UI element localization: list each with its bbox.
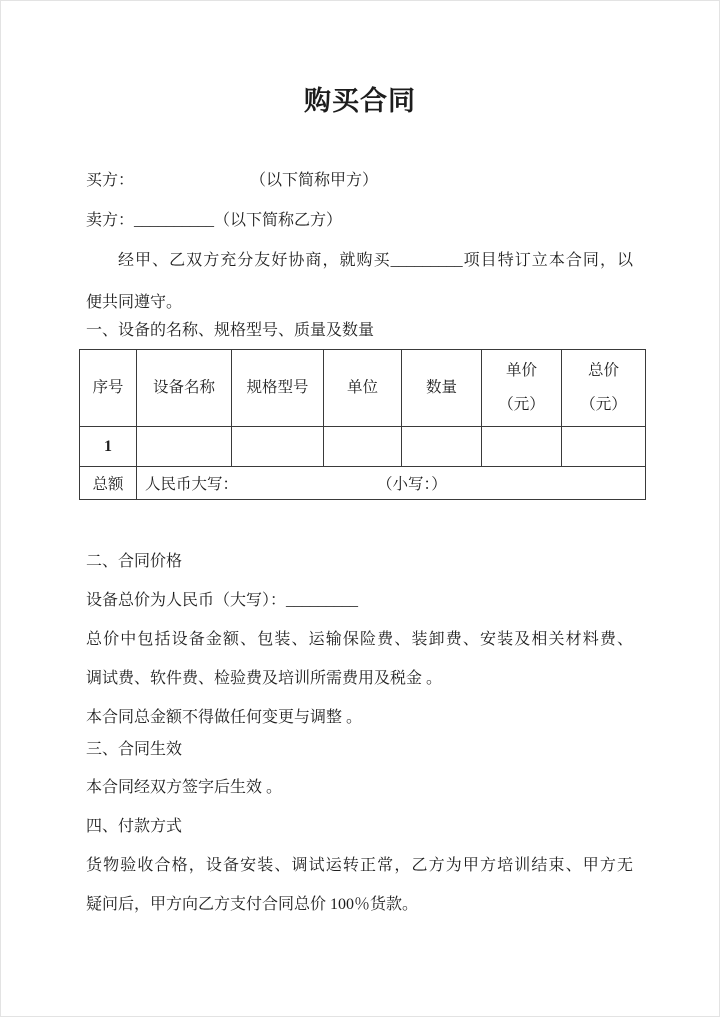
total-price-line: 设备总价为人民币（大写）：_________ xyxy=(86,592,359,609)
buyer-note: （以下简称甲方） xyxy=(250,172,379,189)
payment-line-2: 疑问后，甲方向乙方支付合同总价 100％货款。 xyxy=(86,896,419,913)
amount-in-figures-label: （小写：） xyxy=(377,476,447,493)
table-header-seq: 序号 xyxy=(80,350,137,427)
table-header-unit: 单位 xyxy=(324,350,402,427)
seller-note: （以下简称乙方） xyxy=(214,212,343,229)
amount-in-words-label: 人民币大写： xyxy=(145,476,239,493)
section4-heading: 四、付款方式 xyxy=(86,818,183,835)
table-header-spec-model: 规格型号 xyxy=(232,350,324,427)
table-header-unit-price: 单价 （元） xyxy=(482,350,562,427)
table-header-total-price: 总价 （元） xyxy=(562,350,646,427)
cell-unit-price xyxy=(482,427,562,467)
preamble-line-2: 便共同遵守。 xyxy=(86,294,183,311)
buyer-label: 买方： xyxy=(86,172,135,189)
section3-heading: 三、合同生效 xyxy=(86,741,183,758)
total-row-label: 总额 xyxy=(80,467,137,500)
equipment-table xyxy=(79,349,646,500)
cell-unit xyxy=(324,427,402,467)
table-total-row xyxy=(80,467,646,500)
table-header-quantity: 数量 xyxy=(402,350,482,427)
table-header-device-name: 设备名称 xyxy=(137,350,232,427)
cell-device-name xyxy=(137,427,232,467)
buyer-line xyxy=(86,161,633,200)
table-header-row xyxy=(80,350,646,427)
seller-blank: __________ xyxy=(134,212,215,229)
section1-heading: 一、设备的名称、规格型号、质量及数量 xyxy=(86,322,375,339)
cell-total-price xyxy=(562,427,646,467)
price-includes-line-2: 调试费、软件费、检验费及培训所需费用及税金 。 xyxy=(86,670,443,687)
cell-seq: 1 xyxy=(80,427,137,467)
document-title: 购买合同 xyxy=(304,86,416,116)
payment-line-1: 货物验收合格，设备安装、调试运转正常，乙方为甲方培训结束、甲方无 xyxy=(86,857,633,874)
seller-line xyxy=(86,201,633,240)
section2-heading: 二、合同价格 xyxy=(86,553,183,570)
preamble-line-1: 经甲、乙双方充分友好协商，就购买_________项目特订立本合同，以 xyxy=(118,252,633,269)
seller-label: 卖方： xyxy=(86,212,135,229)
table-row xyxy=(80,427,646,467)
effective-line: 本合同经双方签字后生效 。 xyxy=(86,779,283,796)
price-includes-line-1: 总价中包括设备金额、包装、运输保险费、装卸费、安装及相关材料费、 xyxy=(86,631,633,648)
cell-spec-model xyxy=(232,427,324,467)
cell-quantity xyxy=(402,427,482,467)
no-change-line: 本合同总金额不得做任何变更与调整 。 xyxy=(86,709,363,726)
total-row-amount-cell xyxy=(137,467,646,500)
